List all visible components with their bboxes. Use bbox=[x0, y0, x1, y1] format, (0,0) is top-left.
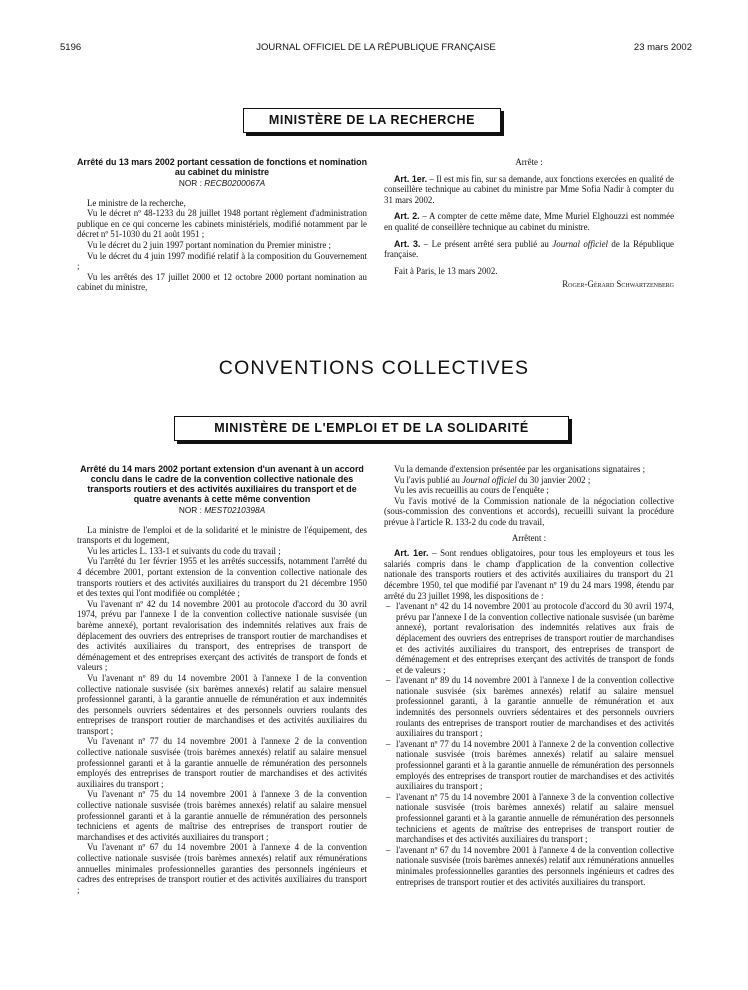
visa-line: Vu le décret nº 48-1233 du 28 juillet 1948 portant règlement d'administration publique en ce qui concerne les cabinets ministériels, modifié notamment par le décret nº 51-1030 du 21 août 1951 ; bbox=[77, 208, 367, 240]
visa-line: La ministre de l'emploi et de la solidarité et le ministre de l'équipement, des transports et du logement, bbox=[77, 524, 367, 546]
list-item: – l'avenant nº 42 du 14 novembre 2001 au protocole d'accord du 30 avril 1974, prévu par l'annexe I de la convention collective nationale susvisée (un barème annexé), portant revalorisation des indemnités relatives aux frais de déplacement des ouvriers des entreprises de transport routier de marchandises et des activités auxiliaires du transport, des entreprises de transport de déménagement et des entreprises exerçant des activités de transport de fonds et de valeurs ; bbox=[384, 601, 674, 675]
article-2 bbox=[384, 211, 674, 232]
article-3-text-b: de la République française. bbox=[384, 238, 674, 260]
visa-enquete: Vu les avis recueillis au cours de l'enquête ; bbox=[394, 485, 549, 496]
arrete-emploi-left-column bbox=[77, 464, 367, 895]
nor-code: RECB0200067A bbox=[204, 178, 266, 188]
visa-line: Le ministre de la recherche, bbox=[87, 197, 186, 208]
article-3-label: Art. 3. bbox=[394, 238, 421, 249]
nor-reference bbox=[77, 505, 367, 516]
arrete-recherche-left-column bbox=[77, 157, 367, 293]
visa-line: Vu le décret du 2 juin 1997 portant nomination du Premier ministre ; bbox=[87, 239, 331, 250]
fait-a-paris: Fait à Paris, le 13 mars 2002. bbox=[394, 265, 498, 276]
visa-line: Vu l'arrêté du 1er février 1955 et les arrêtés successifs, notamment l'arrêté du 4 décembre 2001, portant extension de la convention collective nationale des transports routiers et des activités auxiliaires du transport du 21 décembre 1950 et des textes qui l'ont modifiée ou complétée ; bbox=[77, 556, 367, 599]
ministry-heading-recherche: MINISTÈRE DE LA RECHERCHE bbox=[243, 108, 501, 133]
visa-line: Vu l'avenant nº 77 du 14 novembre 2001 à l'annexe 2 de la convention collective nationale susvisée (trois barèmes annexés) relatif au salaire mensuel professionnel garanti et à la garantie annuelle de rémunération des personnels employés des entreprises de transport routier de marchandises et des activités auxiliaires du transport ; bbox=[77, 736, 367, 789]
article-1-label: Art. 1er. bbox=[394, 548, 429, 559]
arrete-word: Arrête : bbox=[515, 157, 543, 167]
nor-label: NOR : bbox=[178, 178, 202, 188]
conventions-heading: CONVENTIONS COLLECTIVES bbox=[218, 357, 530, 379]
list-item: – l'avenant nº 89 du 14 novembre 2001 à l'annexe I de la convention collective nationale susvisée (six barèmes annexés) relatif au salaire mensuel professionnel garanti, à la garantie annuelle de rémunération et aux indemnités des personnels ouvriers sédentaires et des personnels ouvriers roulants des entreprises de transport routier de marchandises et des activités auxiliaires du transport ; bbox=[384, 675, 674, 739]
dispositions-list bbox=[384, 601, 674, 887]
article-1-text: – Sont rendues obligatoires, pour tous les employeurs et tous les salariés compris dans le champ d'application de la convention collective nationale des transports routiers et des activités auxiliaires du transport du 21 décembre 1950, tel que modifié par l'avenant nº 19 du 24 mars 1998, étendu par arrêté du 23 juillet 1998, les dispositions de : bbox=[384, 548, 674, 601]
journal-title: JOURNAL OFFICIEL DE LA RÉPUBLIQUE FRANÇAISE bbox=[256, 42, 496, 53]
visa-avis-publie bbox=[384, 475, 674, 486]
nor-label: NOR : bbox=[178, 505, 202, 515]
visa-avis-text-b: du 30 janvier 2002 ; bbox=[516, 474, 591, 485]
page-header bbox=[60, 42, 692, 56]
article-3 bbox=[384, 239, 674, 260]
ministry-heading-emploi: MINISTÈRE DE L'EMPLOI ET DE LA SOLIDARITÉ bbox=[174, 416, 569, 441]
visa-demande: Vu la demande d'extension présentée par les organisations signataires ; bbox=[394, 464, 646, 474]
page-number: 5196 bbox=[60, 42, 82, 53]
visa-line: Vu le décret du 4 juin 1997 modifié relatif à la composition du Gouvernement ; bbox=[77, 250, 367, 272]
visa-line: Vu l'avenant nº 42 du 14 novembre 2001 au protocole d'accord du 30 avril 1974, prévu par l'annexe I de la convention collective nationale susvisée (un barème annexé), portant revalorisation des indemnités relatives aux frais de déplacement des ouvriers des entreprises de transport routier de marchandises et des activités auxiliaires du transport, des entreprises de transport de déménagement et des entreprises exerçant des activités de transport de fonds et valeurs ; bbox=[77, 598, 367, 673]
list-item: – l'avenant nº 75 du 14 novembre 2001 à l'annexe 3 de la convention collective nationale susvisée (trois barèmes annexés) relatif au salaire mensuel professionnel garanti et à la garantie annuelle de rémunération des personnels techniciens et agents de maîtrise des entreprises de transport routier de marchandises et des activités auxiliaires du transport ; bbox=[384, 792, 674, 845]
visa-avis-text-a: Vu l'avis publié au bbox=[394, 474, 463, 485]
arrete-title: Arrêté du 14 mars 2002 portant extension d'un avenant à un accord conclu dans le cadre de la convention collective nationale des transports routiers et des activités auxiliaires du transport et de quatre avenants à cette même convention bbox=[80, 464, 364, 504]
article-2-text: – A compter de cette même date, Mme Muriel Elghouzzi est nommée en qualité de conseillère technique au cabinet du ministre. bbox=[384, 211, 675, 232]
article-2-label: Art. 2. bbox=[394, 211, 420, 222]
article-1 bbox=[384, 548, 674, 601]
arretent-word: Arrêtent : bbox=[511, 532, 547, 543]
arrete-emploi-right-column bbox=[384, 464, 674, 887]
visa-line: Vu les arrêtés des 17 juillet 2000 et 12 octobre 2000 portant nomination au cabinet du ministre, bbox=[77, 271, 367, 293]
signature: Roger-Gérard Schwartzenberg bbox=[562, 279, 674, 290]
article-1-label: Art. 1er. bbox=[394, 173, 428, 184]
article-1 bbox=[384, 174, 674, 206]
visa-commission: Vu l'avis motivé de la Commission nationale de la négociation collective (sous-commission des conventions et accords), recueilli suivant la procédure prévue à l'article R. 133-2 du code du travail, bbox=[384, 495, 674, 527]
visa-line: Vu l'avenant nº 75 du 14 novembre 2001 à l'annexe 3 de la convention collective nationale susvisée (trois barèmes annexés) relatif au salaire mensuel professionnel garanti et à la garantie annuelle de rémunération des personnels techniciens et agents de maîtrise des entreprises de transport routier de marchandises et des activités auxiliaires du transport ; bbox=[77, 789, 367, 842]
journal-officiel-ref: Journal officiel bbox=[462, 474, 517, 485]
list-item: – l'avenant nº 77 du 14 novembre 2001 à l'annexe 2 de la convention collective nationale susvisée (trois barèmes annexés) relatif au salaire mensuel professionnel garanti et à la garantie annuelle de rémunération des personnels employés des entreprises de transport routier de marchandises et des activités auxiliaires du transport ; bbox=[384, 739, 674, 792]
visa-line: Vu l'avenant nº 67 du 14 novembre 2001 à l'annexe 4 de la convention collective nationale susvisée (trois barèmes annexés) relatif aux rémunérations annuelles minimales professionnelles garanties des personnels ingénieurs et cadres des entreprises de transport routier et des activités auxiliaires du transport ; bbox=[77, 842, 367, 895]
journal-officiel-ref: Journal officiel bbox=[552, 238, 608, 249]
nor-reference bbox=[77, 178, 367, 189]
visa-line: Vu l'avenant nº 89 du 14 novembre 2001 à l'annexe I de la convention collective nationale susvisée (six barèmes annexés) relatif au salaire mensuel professionnel garanti, à la garantie annuelle de rémunération et aux indemnités des personnels ouvriers sédentaires et des personnels ouvriers roulants des entreprises de transport routier de marchandises et des activités auxiliaires du transport ; bbox=[77, 672, 367, 736]
list-item: – l'avenant nº 67 du 14 novembre 2001 à l'annexe 4 de la convention collective nationale susvisée (trois barèmes annexés) relatif aux rémunérations annuelles minimales professionnelles garanties des personnels ingénieurs et cadres des entreprises de transport routier et des activités auxiliaires du transport. bbox=[384, 845, 674, 887]
article-3-text-a: – Le présent arrêté sera publié au bbox=[420, 238, 553, 249]
article-1-text: – Il est mis fin, sur sa demande, aux fonctions exercées en qualité de conseillère technique au cabinet du ministre par Mme Sofia Nadir à compter du 31 mars 2002. bbox=[384, 173, 674, 205]
arrete-title: Arrêté du 13 mars 2002 portant cessation de fonctions et nomination au cabinet du ministre bbox=[77, 157, 367, 177]
arrete-recherche-right-column bbox=[384, 157, 674, 290]
visa-line: Vu les articles L. 133-1 et suivants du code du travail ; bbox=[87, 545, 281, 556]
issue-date: 23 mars 2002 bbox=[633, 42, 692, 53]
nor-code: MEST0210398A bbox=[204, 505, 266, 515]
